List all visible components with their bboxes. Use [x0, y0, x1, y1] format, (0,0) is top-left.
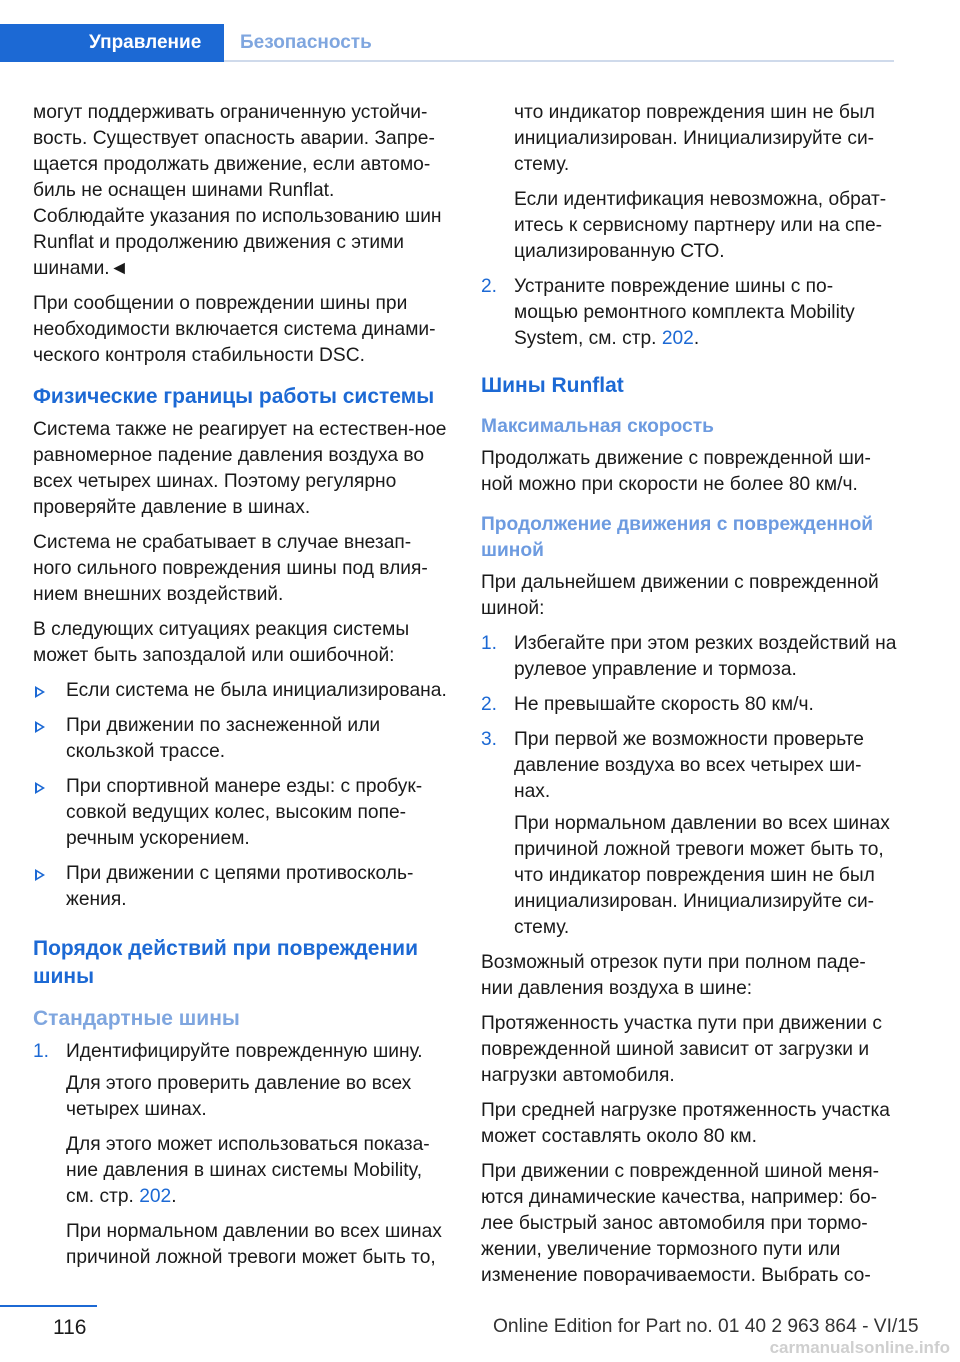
- triangle-bullet-icon: [35, 686, 45, 698]
- heading-system-limits: Физические границы работы системы: [33, 385, 435, 408]
- list-item: 2. Не превышайте скорость 80 км/ч.: [481, 694, 814, 715]
- page-number: 116: [53, 1316, 87, 1339]
- list-item: 3. При первой же возможности проверьте давление воздуха во всех четырех ши-нах.: [481, 729, 864, 802]
- list-item: 2. Устраните повреждение шины с по-мощью ремонтного комплекта Mobility System, см. стр. 202.: [481, 276, 855, 349]
- paragraph: Для этого может использоваться показа-ние давления в шинах системы Mobility, см. стр. 202.: [66, 1134, 430, 1207]
- footer-divider: [0, 1305, 97, 1307]
- paragraph: При движении с поврежденной шиной меня-ются динамические качества, например: бо-лее быстрый занос автомобиля при тормо-жении, увеличение тормозного пути или изменение поворачиваемости. Выбрать со-: [481, 1161, 880, 1286]
- paragraph: Возможный отрезок пути при полном паде-нии давления воздуха в шине:: [481, 952, 866, 999]
- paragraph: Система не срабатывает в случае внезап-ного сильного повреждения шины под влия-нием внешних воздействий.: [33, 532, 428, 605]
- left-column: [33, 100, 449, 1280]
- paragraph: При нормальном давлении во всех шинах причиной ложной тревоги может быть то,: [66, 1221, 442, 1268]
- triangle-bullet-icon: [35, 869, 45, 881]
- heading-continue-driving: Продолжение движения с поврежденной шиной: [481, 514, 874, 561]
- paragraph: При нормальном давлении во всех шинах причиной ложной тревоги может быть то, что индикатор повреждения шин не был инициализирован. Инициализируйте си-стему.: [514, 813, 890, 938]
- paragraph: При средней нагрузке протяженность участка может составлять около 80 км.: [481, 1100, 890, 1147]
- list-item: При спортивной манере езды: с пробук-совкой ведущих колес, высоким попе-речным ускорением.: [33, 774, 449, 852]
- end-mark-icon: ◄: [109, 258, 129, 279]
- heading-max-speed: Максимальная скорость: [481, 416, 714, 437]
- right-column: [481, 100, 897, 1298]
- paragraph: Продолжать движение с поврежденной ши-ной можно при скорости не более 80 км/ч.: [481, 448, 871, 495]
- header-divider: [224, 60, 894, 62]
- paragraph: При сообщении о повреждении шины при необходимости включается система динами-ческого контроля стабильности DSC.: [33, 293, 436, 366]
- list-item: При движении с цепями противосколь-жения.: [33, 861, 449, 913]
- heading-runflat: Шины Runflat: [481, 374, 624, 397]
- page-link[interactable]: 202: [661, 328, 694, 349]
- list-item: Если система не была инициализирована.: [33, 678, 449, 704]
- paragraph: В следующих ситуациях реакция системы может быть запоздалой или ошибочной:: [33, 619, 410, 666]
- paragraph: При дальнейшем движении с поврежденной шиной:: [481, 572, 879, 619]
- paragraph: могут поддерживать ограниченную устойчи-вость. Существует опасность аварии. Запре-щается продолжать движение, если автомо-биль не оснащен шинами Runflat. Соблюдайте указания по использованию шин Runflat и продолжению движения с этими шинами.◄: [33, 102, 442, 279]
- page-link[interactable]: 202: [139, 1186, 172, 1207]
- list-item: При движении по заснеженной или скользкой трассе.: [33, 713, 449, 765]
- watermark: carmanualsonline.info: [769, 1338, 950, 1357]
- paragraph: Если идентификация невозможна, обрат-итесь к сервисному партнеру или на спе-циализированную СТО.: [514, 189, 887, 262]
- tab-safety[interactable]: Безопасность: [240, 32, 372, 53]
- triangle-bullet-icon: [35, 721, 45, 733]
- paragraph: Для этого проверить давление во всех четырех шинах.: [66, 1073, 412, 1120]
- tab-controls[interactable]: Управление: [0, 24, 224, 62]
- heading-standard-tires: Стандартные шины: [33, 1007, 240, 1030]
- list-item: 1. Идентифицируйте поврежденную шину.: [33, 1041, 423, 1062]
- paragraph: Система также не реагирует на естествен-ное равномерное падение давления воздуха во всех четырех шинах. Поэтому регулярно проверяйте давление в шинах.: [33, 419, 447, 518]
- list-item: 1. Избегайте при этом резких воздействий на рулевое управление и тормоза.: [481, 633, 897, 680]
- paragraph: Протяженность участка пути при движении с поврежденной шиной зависит от загрузки и нагрузки автомобиля.: [481, 1013, 882, 1086]
- triangle-bullet-icon: [35, 782, 45, 794]
- edition-note: Online Edition for Part no. 01 40 2 963 864 - VI/15: [493, 1316, 919, 1337]
- paragraph: что индикатор повреждения шин не был инициализирован. Инициализируйте си-стему.: [514, 102, 875, 175]
- heading-tire-damage: Порядок действий при повреждении шины: [33, 937, 418, 988]
